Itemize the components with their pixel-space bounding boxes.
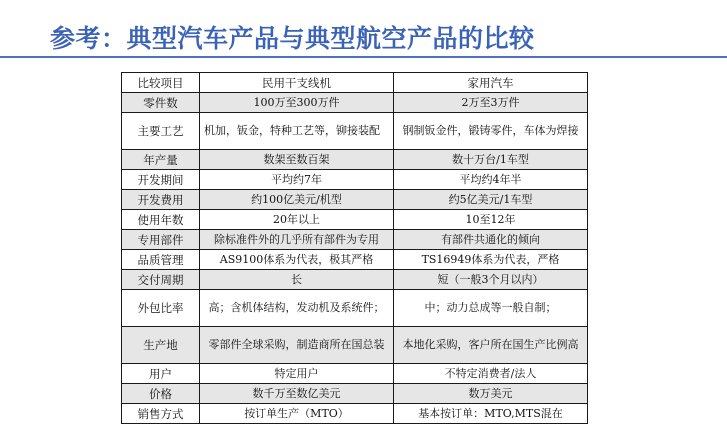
table-row [122, 113, 588, 150]
car-cell: 不特定消费者/法人 [394, 364, 588, 384]
row-label: 开发期间 [122, 170, 200, 190]
aircraft-cell: 高；含机体结构，发动机及系统件； [200, 290, 394, 327]
car-cell: TS16949体系为代表，严格 [394, 250, 588, 270]
aircraft-cell: 平均约7年 [200, 170, 394, 190]
car-cell: 数万美元 [394, 384, 588, 404]
title-divider [0, 56, 727, 58]
header-cell-item: 比较项目 [122, 73, 200, 93]
aircraft-cell: 数千万至数亿美元 [200, 384, 394, 404]
page-title: 参考：典型汽车产品与典型航空产品的比较 [50, 24, 535, 53]
row-label: 开发费用 [122, 190, 200, 210]
table-row [122, 290, 588, 327]
aircraft-cell: 除标准件外的几乎所有部件为专用 [200, 230, 394, 250]
table-row [122, 364, 588, 384]
row-label: 品质管理 [122, 250, 200, 270]
table-row [122, 150, 588, 170]
comparison-table [121, 72, 588, 424]
aircraft-cell: AS9100体系为代表，极其严格 [200, 250, 394, 270]
car-cell: 中；动力总成等一般自制； [394, 290, 588, 327]
aircraft-cell: 特定用户 [200, 364, 394, 384]
row-label: 零件数 [122, 93, 200, 113]
aircraft-cell: 约100亿美元/机型 [200, 190, 394, 210]
row-label: 专用部件 [122, 230, 200, 250]
car-cell: 数十万台/1车型 [394, 150, 588, 170]
car-cell: 钢制钣金件，锻铸零件，车体为焊接 [394, 113, 588, 150]
row-label: 销售方式 [122, 404, 200, 424]
car-cell: 约5亿美元/1车型 [394, 190, 588, 210]
row-label: 外包比率 [122, 290, 200, 327]
car-cell: 2万至3万件 [394, 93, 588, 113]
row-label: 价格 [122, 384, 200, 404]
aircraft-cell: 机加，钣金，特种工艺等，铆接装配 [200, 113, 394, 150]
header-cell-car: 家用汽车 [394, 73, 588, 93]
table-header-row [122, 73, 588, 93]
table-row [122, 170, 588, 190]
table-row [122, 210, 588, 230]
aircraft-cell: 数架至数百架 [200, 150, 394, 170]
row-label: 主要工艺 [122, 113, 200, 150]
aircraft-cell: 100万至300万件 [200, 93, 394, 113]
row-label: 年产量 [122, 150, 200, 170]
aircraft-cell: 零部件全球采购，制造商所在国总装 [200, 327, 394, 364]
aircraft-cell: 按订单生产（MTO） [200, 404, 394, 424]
table-row [122, 384, 588, 404]
table-row [122, 404, 588, 424]
table-row [122, 190, 588, 210]
row-label: 用户 [122, 364, 200, 384]
table-row [122, 327, 588, 364]
car-cell: 10至12年 [394, 210, 588, 230]
car-cell: 有部件共通化的倾向 [394, 230, 588, 250]
row-label: 交付周期 [122, 270, 200, 290]
table-row [122, 270, 588, 290]
table-row [122, 250, 588, 270]
aircraft-cell: 长 [200, 270, 394, 290]
car-cell: 基本按订单：MTO,MTS混在 [394, 404, 588, 424]
row-label: 生产地 [122, 327, 200, 364]
row-label: 使用年数 [122, 210, 200, 230]
car-cell: 本地化采购，客户所在国生产比例高 [394, 327, 588, 364]
car-cell: 短（一般3个月以内） [394, 270, 588, 290]
aircraft-cell: 20年以上 [200, 210, 394, 230]
table-row [122, 93, 588, 113]
car-cell: 平均约4年半 [394, 170, 588, 190]
table-row [122, 230, 588, 250]
header-cell-aircraft: 民用干支线机 [200, 73, 394, 93]
